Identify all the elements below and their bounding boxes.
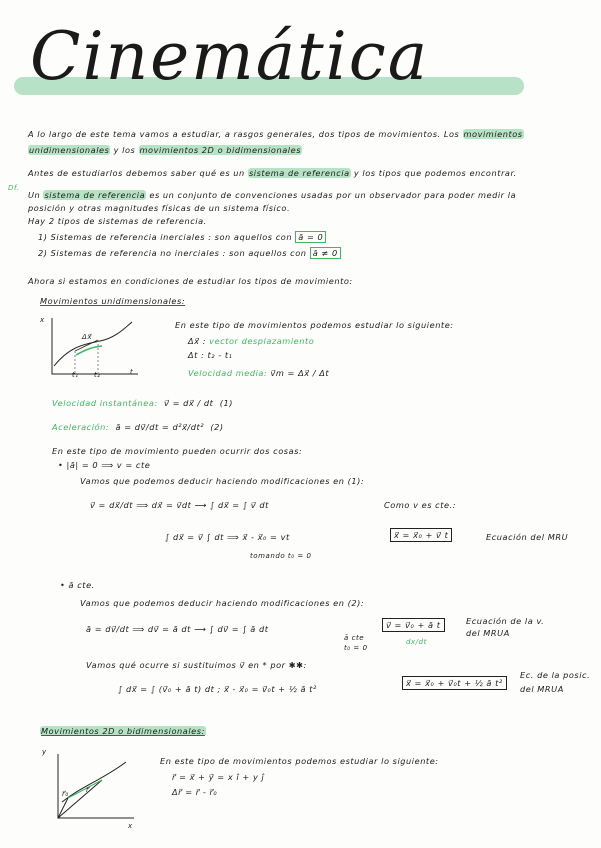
uni-graph-t2: t₂ [94,371,101,379]
uni-cases: En este tipo de movimiento pueden ocurrir dos cosas: [52,446,303,456]
uni-graph-t1: t₁ [72,371,79,379]
uni-graph [40,316,140,382]
types-line: Hay 2 tipos de sistemas de referencia. [28,216,207,226]
bi-heading: Movimientos 2D o bidimensionales: [41,726,205,736]
case-1: • |ā| = 0 ⟹ v = cte [58,460,151,470]
case-2: • ā cte. [60,580,95,590]
case-2-box: v⃗ = v⃗₀ + ā t [382,620,445,630]
bi-graph [42,750,142,830]
case-2-name-1: Ecuación de la v. [466,616,545,626]
bi-graph-y: y [42,748,47,756]
ref-line-1: Antes de estudiarlos debemos saber qué es un sistema de referencia y los tipos que podemos encontrar. [28,168,517,178]
case-1-text: Vamos que podemos deducir haciendo modificaciones en (1): [80,476,365,486]
uni-a: Aceleración: ā = dv⃗/dt = d²x⃗/dt² (2) [52,422,224,432]
case-2-cte: ā cte [344,634,365,642]
bi-graph-x: x [128,822,133,830]
bi-dr: Δr⃗ = r⃗ - r⃗₀ [172,787,218,797]
bi-graph-r: r⃗ [86,786,90,794]
case-1-note: Como v es cte.: [384,500,457,510]
uni-vi: Velocidad instantánea: v⃗ = dx⃗ / dt (1) [52,398,233,408]
definition-line-2: posición y otras magnitudes físicas de un sistema físico. [28,203,291,213]
type-inertial: 1) Sistemas de referencia inerciales : son aquellos con ā = 0 [38,232,326,242]
case-2-box-2: x⃗ = x⃗₀ + v⃗₀t + ½ ā t² [402,678,507,688]
case-1-eq1: v⃗ = dx⃗/dt ⟹ dx⃗ = v⃗dt ⟶ ∫ dx⃗ = ∫ v⃗ dt [90,500,269,510]
case-2-eq2: ∫ dx⃗ = ∫ (v⃗₀ + ā t) dt ; x⃗ - x⃗₀ = v⃗₀t + ½ ā t² [118,684,317,694]
uni-graph-x: t [130,368,134,376]
uni-vm: Velocidad media: v⃗m = Δx⃗ / Δt [188,368,330,378]
uni-graph-y: x [40,316,45,324]
uni-displacement: Δx⃗ : vector desplazamiento [188,336,315,346]
uni-graph-label: Δx⃗ [82,333,93,341]
case-1-box: x⃗ = x⃗₀ + v⃗ t [390,530,452,540]
bi-r: r⃗ = x⃗ + y⃗ = x î + y ĵ [172,772,265,782]
uni-dt: Δt : t₂ - t₁ [188,350,233,360]
case-1-under: tomando t₀ = 0 [250,552,312,560]
case-2-t0: t₀ = 0 [344,644,368,652]
type-non-inertial: 2) Sistemas de referencia no inerciales : son aquellos con ā ≠ 0 [38,248,341,258]
case-2-text-2: Vamos qué ocurre si sustituimos v⃗ en * por ✱✱: [86,660,307,670]
case-2-eq1: ā = dv⃗/dt ⟹ dv⃗ = ā dt ⟶ ∫ dv⃗ = ∫ ā dt [86,624,269,634]
intro-line-1: A lo largo de este tema vamos a estudiar, a rasgos generales, dos tipos de movimientos. Los movimientos [28,129,523,139]
bi-desc: En este tipo de movimientos podemos estudiar lo siguiente: [160,756,439,766]
case-2-text: Vamos que podemos deducir haciendo modificaciones en (2): [80,598,365,608]
case-1-name: Ecuación del MRU [486,532,569,542]
case-2-name-3: Ec. de la posic. [520,670,591,680]
case-2-name-2: del MRUA [466,628,510,638]
case-2-dt: dx/dt [406,638,427,646]
uni-heading: Movimientos unidimensionales: [40,296,186,306]
definition-line-1: Un sistema de referencia es un conjunto de convenciones usadas por un observador para poder medir la [28,190,517,200]
bi-graph-r0: r⃗₀ [62,790,69,798]
definition-mark: Df. [8,184,20,192]
uni-desc: En este tipo de movimientos podemos estudiar lo siguiente: [175,320,454,330]
now-line: Ahora si estamos en condiciones de estudiar los tipos de movimiento: [28,276,353,286]
case-2-name-4: del MRUA [520,684,564,694]
intro-line-2: unidimensionales y los movimientos 2D o bidimensionales [29,145,302,155]
page-title: Cinemática [30,18,430,95]
case-1-eq2: ∫ dx⃗ = v⃗ ∫ dt ⟹ x⃗ - x⃗₀ = vt [165,532,290,542]
